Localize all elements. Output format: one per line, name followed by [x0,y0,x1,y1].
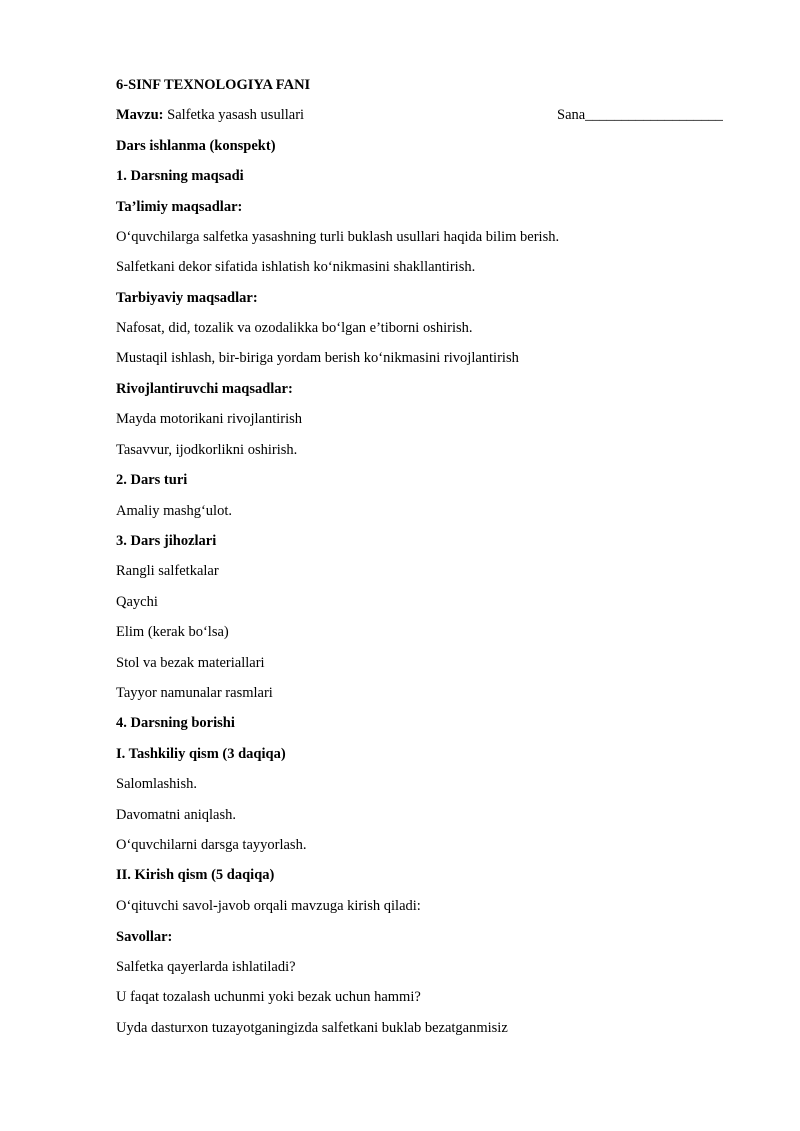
body-line: O‘quvchilarni darsga tayyorlash. [116,837,307,853]
body-line: Mayda motorikani rivojlantirish [116,411,303,427]
body-line: Dars ishlanma (konspekt) [116,138,276,154]
body-line: Salomlashish. [116,776,197,792]
date-field: Sana___________________ [557,107,723,123]
section-heading: 2. Dars turi [116,472,188,488]
body-line: Tasavvur, ijodkorlikni oshirish. [116,442,298,458]
body-line: Nafosat, did, tozalik va ozodalikka bo‘lgan e’tiborni oshirish. [116,320,473,336]
body-line: Amaliy mashg‘ulot. [116,503,232,519]
body-line: Mustaqil ishlash, bir-biriga yordam berish ko‘nikmasini rivojlantirish [116,350,519,366]
subsection-heading: Ta’limiy maqsadlar: [116,199,243,215]
document-title: 6-SINF TEXNOLOGIYA FANI [116,77,311,93]
topic-value: Salfetka yasash usullari [163,107,305,123]
question-item: U faqat tozalash uchunmi yoki bezak uchun hammi? [116,989,421,1005]
subsection-heading: Tarbiyaviy maqsadlar: [116,290,258,306]
section-heading: 1. Darsning maqsadi [116,168,244,184]
subsection-heading: Savollar: [116,929,173,945]
list-item: Qaychi [116,594,158,610]
subsection-heading: Rivojlantiruvchi maqsadlar: [116,381,293,397]
topic-label: Mavzu: [116,107,164,123]
body-line: Salfetkani dekor sifatida ishlatish ko‘nikmasini shakllantirish. [116,259,476,275]
body-line: O‘qituvchi savol-javob orqali mavzuga kirish qiladi: [116,898,421,914]
list-item: Tayyor namunalar rasmlari [116,685,273,701]
body-line: O‘quvchilarga salfetka yasashning turli buklash usullari haqida bilim berish. [116,229,560,245]
question-item: Uyda dasturxon tuzayotganingizda salfetkani buklab bezatganmisiz [116,1020,508,1036]
list-item: Stol va bezak materiallari [116,655,265,671]
subsection-heading: II. Kirish qism (5 daqiqa) [116,867,275,883]
body-line: Davomatni aniqlash. [116,807,237,823]
question-item: Salfetka qayerlarda ishlatiladi? [116,959,296,975]
topic-line [116,106,304,124]
section-heading: 4. Darsning borishi [116,715,235,731]
list-item: Elim (kerak bo‘lsa) [116,624,229,640]
list-item: Rangli salfetkalar [116,563,219,579]
section-heading: 3. Dars jihozlari [116,533,217,549]
subsection-heading: I. Tashkiliy qism (3 daqiqa) [116,746,286,762]
